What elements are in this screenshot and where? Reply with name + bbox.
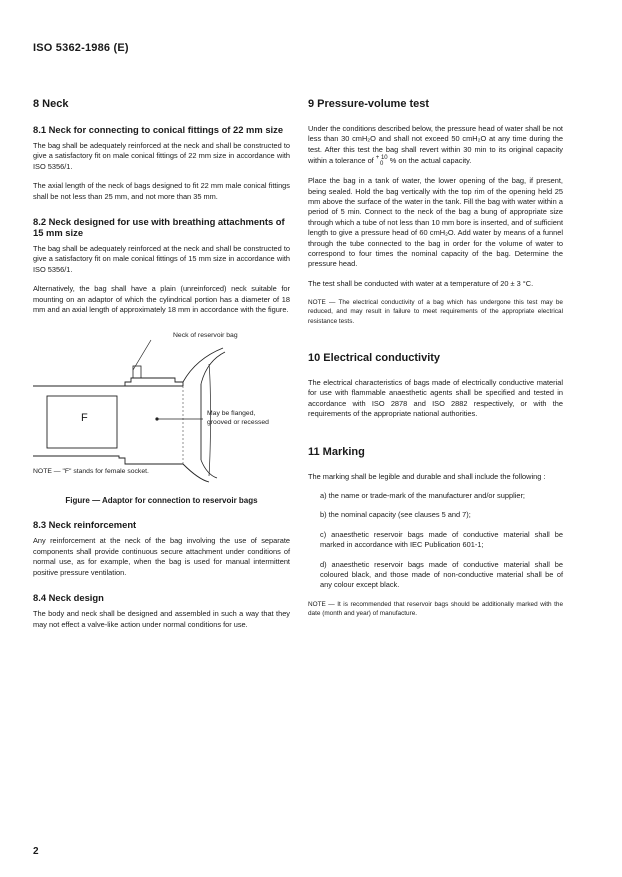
list-item: a) the name or trade-mark of the manufacturer and/or supplier; (320, 490, 525, 500)
section-8-1-para-2: The axial length of the neck of bags designed to fit 22 mm male conical fittings shall be not less than 25 mm, and not more than 35 mm. (33, 181, 290, 201)
page-number: 2 (33, 846, 39, 857)
tolerance-fraction (376, 155, 388, 167)
section-9-para-1-tail: % on the actual capacity. (389, 156, 472, 166)
marking-list (308, 491, 563, 591)
section-8-4-title: 8.4 Neck design (33, 592, 104, 604)
list-item: d) anaesthetic reservoir bags made of conductive material shall be coloured black, and those made of non-conductive material shall be of any colour except black. (320, 559, 563, 590)
section-8-4-para-1: The body and neck shall be designed and assembled in such a way that they may not effect a valve-like action under normal conditions for use. (33, 609, 290, 629)
document-header: ISO 5362-1986 (E) (33, 42, 129, 54)
list-item: b) the nominal capacity (see clauses 5 and 7); (320, 510, 471, 520)
flanged-label-2: grooved or recessed (207, 419, 269, 427)
flanged-label-1: May be flanged, (207, 410, 256, 418)
tolerance-lower: 0 (380, 161, 384, 168)
right-column (308, 98, 563, 626)
section-11-note: NOTE — It is recommended that reservoir bags should be additionally marked with the date (month and year) of manufacture. (308, 600, 563, 617)
section-8-2-title: 8.2 Neck designed for use with breathing attachments of 15 mm size (33, 216, 285, 239)
section-8-3-title: 8.3 Neck reinforcement (33, 519, 137, 531)
neck-label: Neck of reservoir bag (173, 332, 238, 340)
female-socket-label: F (81, 412, 88, 425)
section-11-title: 11 Marking (308, 445, 365, 458)
left-column (33, 98, 290, 639)
section-9-para-1 (308, 124, 563, 167)
section-8-1-para-1: The bag shall be adequately reinforced at the neck and shall be constructed to give a satisfactory fit on male conical fittings of 22 mm size in accordance with ISO 5356/1. (33, 141, 290, 171)
section-11-para-1: The marking shall be legible and durable and shall include the following : (308, 471, 546, 481)
figure-note: NOTE — "F" stands for female socket. (33, 468, 149, 476)
adaptor-drawing (33, 324, 290, 484)
figure-caption: Figure — Adaptor for connection to reservoir bags (65, 496, 258, 506)
section-8-2-para-2: Alternatively, the bag shall have a plain (unreinforced) neck suitable for mounting on an adaptor of which the cylindrical portion has a diameter of 18 mm and an axial length of approximately 18 mm in accordance with the figure. (33, 284, 290, 315)
section-9-title: 9 Pressure-volume test (308, 98, 430, 110)
section-10-para-1: The electrical characteristics of bags made of electrically conductive material for use with flammable anaesthetic agents shall be specified and tested in accordance with ISO 2878 and ISO 2882 respectively, or with the requirements of the appropriate national authorities. (308, 377, 563, 419)
section-8-1-title: 8.1 Neck for connecting to conical fittings of 22 mm size (33, 124, 284, 135)
section-8-2-para-1: The bag shall be adequately reinforced at the neck and shall be constructed to give a satisfactory fit on male conical fittings of 15 mm size in accordance with ISO 5356/1. (33, 244, 290, 274)
adaptor-figure (33, 324, 290, 484)
section-9-note: NOTE — The electrical conductivity of a bag which has undergone this test may be reduced, and may result in failure to meet requirements of the appropriate electrical resistance tests. (308, 299, 563, 325)
section-8-3-para-1: Any reinforcement at the neck of the bag involving the use of separate components shall provide continuous secure attachment under conditions of normal use, as for example, when the bag is used for manual intermittent positive pressure ventilation. (33, 536, 290, 577)
list-item: c) anaesthetic reservoir bags made of conductive material shall be marked in accordance with IEC Publication 601-1; (320, 529, 563, 550)
section-9-para-3: The test shall be conducted with water at a temperature of 20 ± 3 °C. (308, 278, 534, 288)
tolerance-upper: + 10 (375, 155, 388, 162)
section-9-para-2: Place the bag in a tank of water, the lower opening of the bag, if present, being sealed. Hold the bag vertically with the top rim of the opening held 25 mm above the surface of the water in the tank. Fill the bag with water within a period of 5 min. Connect to the neck of the bag a bung of appropriate size through which a tube of not less than 10 mm bore is inserted, and of sufficient length to give a pressure head of 60 cmH₂O. Add water by means of a funnel through the tube connected to the bag in order for the volume of water to correspond to four times the nominal capacity of the bag. Determine the pressure head. (308, 176, 563, 269)
section-9-para-1-text: Under the conditions described below, the pressure head of water shall be not less than 30 cmH₂O and shall not exceed 50 cmH₂O at any time during the test. After this test the bag shall revert within 30 min to its original capacity within a tolerance of (308, 124, 563, 166)
section-10-title: 10 Electrical conductivity (308, 351, 441, 364)
section-8-title: 8 Neck (33, 98, 69, 110)
